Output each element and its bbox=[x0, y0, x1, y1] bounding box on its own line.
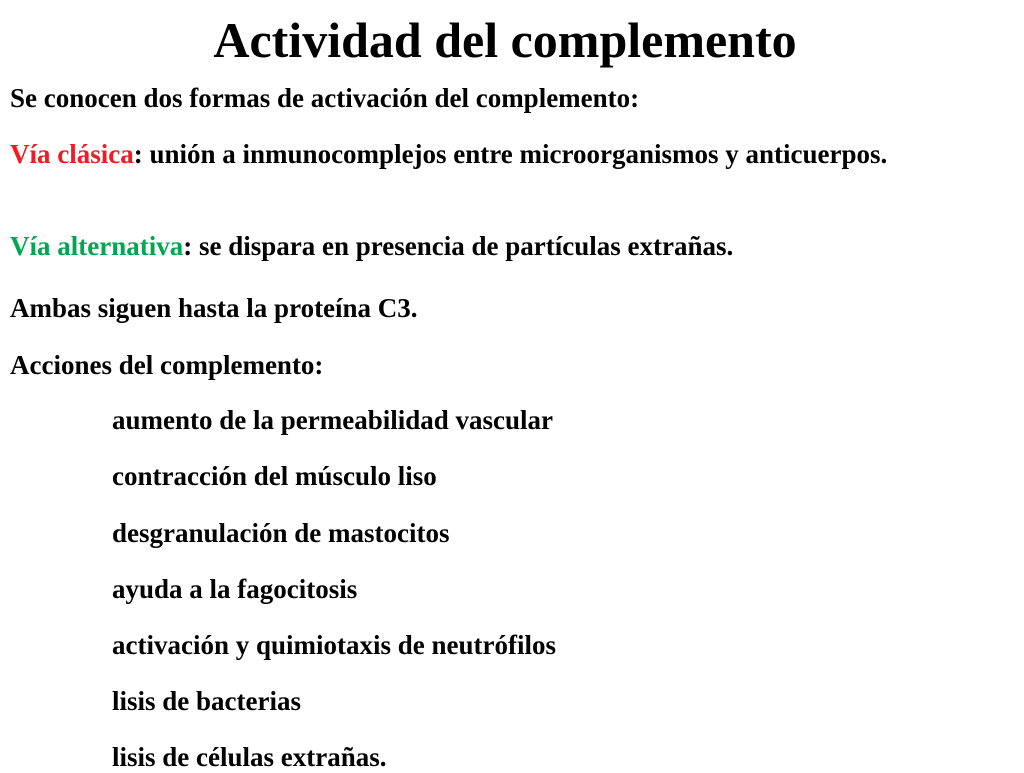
action-item: lisis de células extrañas. bbox=[112, 742, 387, 772]
alternative-pathway-term: Vía alternativa bbox=[10, 231, 184, 261]
alternative-pathway bbox=[10, 230, 733, 262]
action-item: lisis de bacterias bbox=[112, 686, 301, 716]
classical-pathway-separator: : bbox=[133, 139, 143, 169]
alternative-pathway-description: se dispara en presencia de partículas extrañas. bbox=[192, 231, 734, 261]
action-item: ayuda a la fagocitosis bbox=[112, 574, 358, 604]
slide-title: Actividad del complemento bbox=[213, 12, 797, 68]
both-pathways-note: Ambas siguen hasta la proteína C3. bbox=[10, 293, 418, 323]
action-item: contracción del músculo liso bbox=[112, 461, 437, 491]
alternative-pathway-separator: : bbox=[183, 231, 193, 261]
intro-text: Se conocen dos formas de activación del complemento: bbox=[10, 83, 640, 113]
action-item: desgranulación de mastocitos bbox=[112, 518, 450, 548]
classical-pathway-description: unión a inmunocomplejos entre microorganismos y anticuerpos. bbox=[142, 139, 888, 169]
classical-pathway-term: Vía clásica bbox=[10, 139, 134, 169]
action-item: activación y quimiotaxis de neutrófilos bbox=[112, 630, 556, 660]
actions-heading: Acciones del complemento: bbox=[10, 350, 324, 380]
action-item: aumento de la permeabilidad vascular bbox=[112, 405, 554, 435]
classical-pathway bbox=[10, 138, 890, 170]
